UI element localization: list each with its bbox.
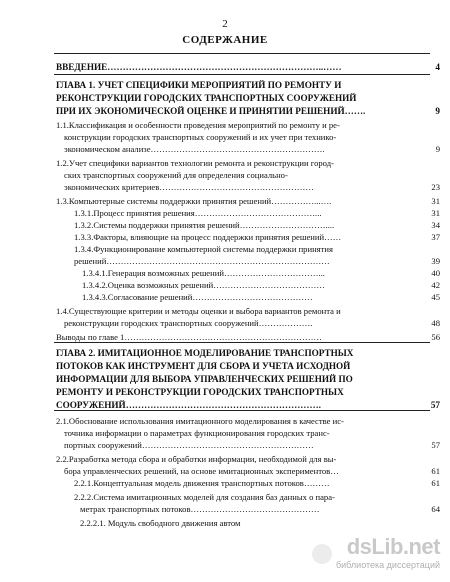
toc-entry-title: 2.2.2.Система имитационных моделей для создания баз данных о пара- xyxy=(74,492,335,502)
top-divider xyxy=(54,53,430,54)
toc-entry-title: решений…………………………………………………………………… xyxy=(74,256,330,266)
toc-entry-page: 39 xyxy=(431,256,440,266)
page-number: 2 xyxy=(222,18,228,30)
toc-entry-title: ГЛАВА 2. ИМИТАЦИОННОЕ МОДЕЛИРОВАНИЕ ТРАНСПОРТНЫХ xyxy=(56,348,354,358)
toc-entry-title: 1.3.4.1.Генерация возможных решений……………………………... xyxy=(82,268,325,278)
toc-entry-title: метрах транспортных потоков……………………………………… xyxy=(80,504,320,514)
toc-entry-page: 9 xyxy=(435,144,440,154)
toc-entry-page: 61 xyxy=(431,478,440,488)
toc-entry-title: ских транспортных сооружений для определения социально- xyxy=(64,170,288,180)
toc-entry-title: портных сооружений…………………………………………………… xyxy=(64,440,314,450)
toc-entry-title: 1.3.4.3.Согласование решений…………………………………… xyxy=(82,292,313,302)
section-divider xyxy=(54,74,430,75)
toc-entry-title: 1.3.Компьютерные системы поддержки принятия решений……………...…. xyxy=(56,196,332,206)
toc-entry-title: ПОТОКОВ КАК ИНСТРУМЕНТ ДЛЯ СБОРА И УЧЕТА ИСХОДНОЙ xyxy=(56,361,351,371)
toc-entry-title: точника информации о параметрах функционирования городских транс- xyxy=(64,428,330,438)
toc-entry-title: ГЛАВА 1. УЧЕТ СПЕЦИФИКИ МЕРОПРИЯТИЙ ПО РЕМОНТУ И xyxy=(56,80,342,90)
toc-entry-title: Выводы по главе 1…………………………………………………………… xyxy=(56,332,323,342)
toc-entry-title: 1.3.1.Процесс принятия решения……………………………………... xyxy=(74,208,322,218)
toc-entry-title: 2.1.Обоснование использования имитационного моделирования в качестве ис- xyxy=(56,416,344,426)
toc-entry-page: 31 xyxy=(431,208,440,218)
toc-entry-page: 23 xyxy=(431,182,440,192)
toc-entry-page: 56 xyxy=(431,332,440,342)
toc-entry-page: 57 xyxy=(431,440,440,450)
section-divider xyxy=(54,342,430,343)
watermark-logo: dsLib.net xyxy=(346,534,440,559)
toc-entry-title: экономических критериев……………………………………………… xyxy=(64,182,314,192)
toc-entry-title: 1.3.3.Факторы, влияющие на процесс поддержки принятия решений…… xyxy=(74,232,342,242)
toc-entry-page: 9 xyxy=(435,106,440,116)
toc-entry-page: 42 xyxy=(431,280,440,290)
toc-entry-page: 34 xyxy=(431,220,440,230)
toc-entry-title: 1.4.Существующие критерии и методы оценки и выбора вариантов ремонта и xyxy=(56,306,341,316)
toc-entry-title: 1.1.Классификация и особенности проведения мероприятий по ремонту и ре- xyxy=(56,120,340,130)
toc-entry-page: 40 xyxy=(431,268,440,278)
toc-entry-page: 4 xyxy=(435,62,440,72)
watermark-logo-icon xyxy=(312,544,332,564)
toc-entry-title: 1.3.2.Системы поддержки принятия решений………………………….... xyxy=(74,220,335,230)
toc-entry-title: 1.3.4.2.Оценка возможных решений………………………………… xyxy=(82,280,325,290)
toc-entry-title: экономическом анализе……………………………………………………. xyxy=(64,144,325,154)
toc-entry-title: ВВЕДЕНИЕ……………………………………………………………..…… xyxy=(56,62,342,72)
toc-entry-title: 1.3.4.Функционирование компьютерной системы поддержки принятия xyxy=(74,244,333,254)
toc-entry-title: 2.2.2.1. Модуль свободного движения автом xyxy=(80,518,241,528)
toc-entry-title: ИНФОРМАЦИИ ДЛЯ ВЫБОРА УПРАВЛЕНЧЕСКИХ РЕШЕНИЙ ПО xyxy=(56,374,353,384)
toc-entry-title: РЕМОНТУ И РЕКОНСТРУКЦИИ ГОРОДСКИХ ТРАНСПОРТНЫХ xyxy=(56,387,344,397)
toc-entry-title: 2.2.Разработка метода сбора и обработки информации, необходимой для вы- xyxy=(56,454,337,464)
toc-entry-page: 48 xyxy=(431,318,440,328)
section-divider xyxy=(54,410,430,411)
toc-entry-title: РЕКОНСТРУКЦИИ ГОРОДСКИХ ТРАНСПОРТНЫХ СООРУЖЕНИЙ xyxy=(56,93,357,103)
toc-entry-title: конструкции городских транспортных сооружений и их учет при технико- xyxy=(64,132,337,142)
toc-entry-title: 1.2.Учет специфики вариантов технологии ремонта и реконструкции город- xyxy=(56,158,334,168)
watermark xyxy=(320,534,440,574)
page-title: СОДЕРЖАНИЕ xyxy=(182,34,268,46)
toc-entry-title: реконструкции городских транспортных сооружений………………. xyxy=(64,318,313,328)
toc-entry-page: 64 xyxy=(431,504,440,514)
toc-entry-title: СООРУЖЕНИЙ………………………………………………………. xyxy=(56,400,321,410)
toc-entry-title: ПРИ ИХ ЭКОНОМИЧЕСКОЙ ОЦЕНКЕ И ПРИНЯТИИ РЕШЕНИЙ……. xyxy=(56,106,366,116)
toc-entry-page: 45 xyxy=(431,292,440,302)
toc-entry-page: 57 xyxy=(430,400,440,410)
toc-entry-title: бора управленческих решений, на основе имитационных экспериментов… xyxy=(64,466,339,476)
toc-entry-title: 2.2.1.Концептуальная модель движения транспортных потоков……… xyxy=(74,478,330,488)
toc-entry-page: 61 xyxy=(431,466,440,476)
toc-entry-page: 37 xyxy=(431,232,440,242)
watermark-subtitle: библиотека диссертаций xyxy=(335,560,440,570)
toc-entry-page: 31 xyxy=(431,196,440,206)
